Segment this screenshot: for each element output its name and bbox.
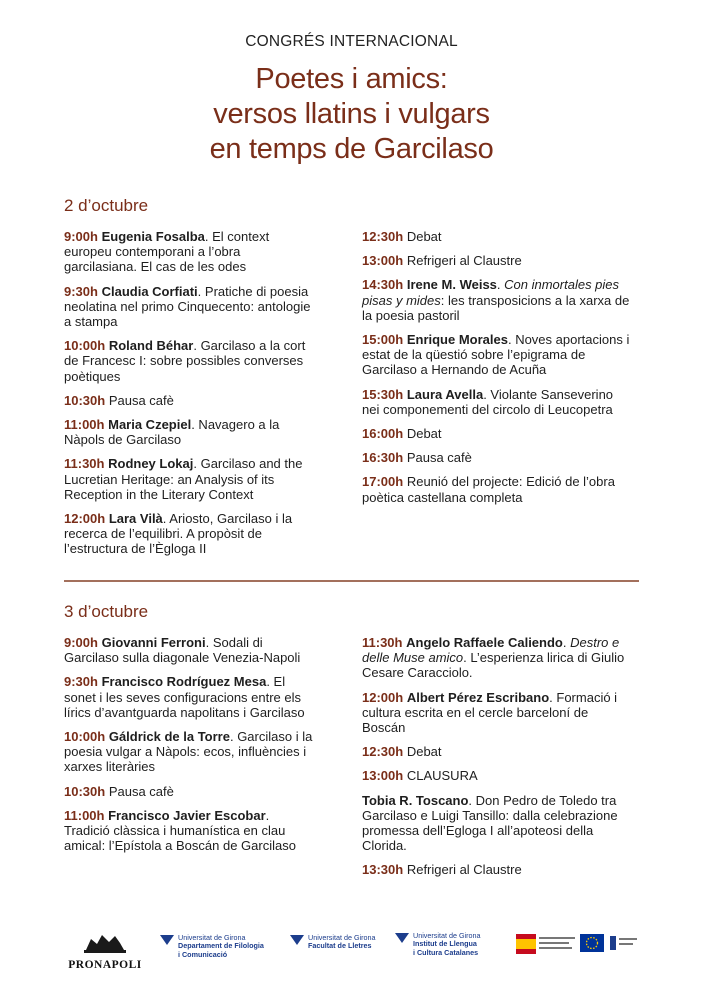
entry-separator: . (496, 277, 505, 293)
speaker-name: Gáldrick de la Torre (108, 729, 230, 745)
ug1-line-3: i Comunicació (178, 949, 228, 959)
entry-time: 11:00h (64, 417, 105, 433)
entry-time: 14:30h (362, 277, 404, 293)
schedule-entry (362, 277, 632, 323)
ug-ilcc-logo (395, 932, 481, 957)
schedule-entry (64, 635, 316, 665)
entry-time: 12:00h (362, 689, 404, 705)
entry-time: 16:00h (362, 426, 404, 442)
ug-emblem-icon (160, 935, 174, 945)
entry-time: 9:30h (64, 674, 98, 690)
speaker-name: Francisco Rodríguez Mesa (101, 674, 267, 690)
speaker-name: Enrique Morales (406, 332, 508, 348)
entry-time: 16:30h (362, 450, 404, 466)
entry-time: 10:00h (64, 338, 106, 354)
entry-time: 12:00h (64, 511, 106, 527)
schedule-entry (362, 768, 632, 783)
speaker-name: Lara Vilà (108, 511, 163, 527)
entry-time: 9:00h (64, 229, 98, 244)
ug3-line-3: i Cultura Catalanes (413, 947, 479, 957)
entry-text: . Noves aportacions i estat de la qüestió sobre l’epigrama de Garcilaso a Hernando de Acuña (362, 332, 630, 378)
speaker-name: Angelo Raffaele Caliendo (406, 635, 563, 650)
schedule-entry (64, 229, 316, 275)
entry-text: Debat (406, 744, 442, 760)
title-line-2: versos llatins i vulgars (213, 98, 490, 130)
speaker-name: Tobia R. Toscano (362, 792, 469, 808)
entry-text: . Don Pedro de Toledo tra Garcilaso e Luigi Tansillo: dalla celebrazione promessa dell’Egloga I all’apoteosi della Clorida. (362, 792, 618, 854)
day-heading-2: 3 d’octubre (64, 602, 149, 621)
pronapoli-logo (64, 930, 146, 971)
speaker-name: Roland Béhar (108, 338, 194, 354)
schedule-entry (362, 450, 632, 465)
schedule-entry (362, 253, 632, 268)
schedule-entry (362, 793, 632, 854)
pronapoli-emblem-icon (82, 930, 128, 954)
day-heading-1: 2 d’octubre (64, 196, 149, 215)
ug1-line-2: Departament de Filologia (178, 941, 264, 951)
congress-label: CONGRÉS INTERNACIONAL (245, 33, 458, 50)
entry-time: 9:30h (64, 283, 98, 299)
schedule-entry (362, 635, 632, 681)
schedule-entry (64, 338, 316, 384)
schedule-entry (362, 744, 632, 759)
event-title (0, 62, 703, 167)
entry-time: 15:00h (362, 332, 404, 348)
entry-time: 11:00h (64, 807, 105, 823)
entry-time: 12:30h (362, 229, 404, 244)
entry-text: . Garcilaso and the Lucretian Heritage: an Analysis of its Reception in the Literary Context (64, 456, 303, 502)
entry-time: 11:30h (64, 456, 105, 472)
entry-time: 17:00h (362, 474, 404, 490)
entry-text: . Ariosto, Garcilaso i la recerca de l’equilibri. A propòsit de l’estructura de l’Ègloga II (64, 511, 293, 557)
speaker-name: Eugenia Fosalba (101, 229, 205, 244)
entry-time: 15:30h (362, 386, 404, 402)
schedule-entry (362, 387, 632, 417)
entry-text: Debat (406, 426, 442, 442)
speaker-name: Francisco Javier Escobar (108, 807, 266, 823)
entry-text: . El sonet i les seves configuracions entre els lírics d’avantguarda napolitans i Garcilaso (64, 674, 305, 720)
entry-text: Reunió del projecte: Edició de l’obra poètica castellana completa (362, 474, 615, 505)
day1-left-column (64, 229, 316, 566)
entry-time: 12:30h (362, 744, 404, 760)
entry-text: Debat (406, 229, 442, 244)
entry-text: . Garcilaso a la cort de Francesc I: sobre possibles converses poètiques (64, 338, 306, 384)
schedule-entry (362, 426, 632, 441)
ministry-eu-logos-icon (516, 932, 638, 956)
entry-text: Pausa cafè (406, 450, 472, 466)
schedule-entry (362, 229, 632, 244)
entry-text: Pausa cafè (108, 783, 174, 799)
entry-text: . Sodali di Garcilaso sulla diagonale Venezia-Napoli (64, 635, 301, 666)
entry-text: . L’esperienza lirica di Giulio Cesare Caracciolo. (362, 650, 625, 681)
ug1-line-1: Universitat de Girona (178, 933, 246, 942)
entry-text: . Garcilaso i la poesia vulgar a Nàpols: ecos, influències i xarxes literàries (64, 729, 313, 775)
entry-text: Refrigeri al Claustre (406, 253, 522, 269)
schedule-entry (362, 862, 632, 877)
talk-title-italic: Con inmortales pies pisas y mides (362, 277, 620, 308)
entry-text: . Formació i cultura escrita en el cercle barceloní de Boscán (362, 689, 618, 736)
entry-time: 10:30h (64, 392, 106, 408)
entry-time: 10:00h (64, 729, 106, 745)
entry-time: 13:00h (362, 768, 404, 784)
day2-right-column (362, 635, 632, 887)
entry-text: Refrigeri al Claustre (406, 862, 522, 878)
entry-text: . Navagero a la Nàpols de Garcilaso (64, 417, 280, 448)
entry-time: 13:30h (362, 862, 404, 878)
schedule-entry (362, 332, 632, 378)
sponsor-logos (0, 928, 703, 973)
schedule-entry (64, 784, 316, 799)
schedule-entry (64, 417, 316, 447)
schedule-entry (64, 393, 316, 408)
speaker-name: Giovanni Ferroni (101, 635, 206, 650)
entry-text: . Tradició clàssica i humanística en clau amical: l’Epístola a Boscán de Garcilaso (64, 807, 296, 854)
speaker-name: Claudia Corfiati (101, 283, 198, 299)
entry-text: Pausa cafè (108, 392, 174, 408)
speaker-name: Laura Avella (406, 386, 484, 402)
entry-time: 9:00h (64, 635, 98, 650)
speaker-name: Albert Pérez Escribano (406, 689, 550, 705)
ug-filologia-logo (160, 934, 264, 959)
section-divider (64, 580, 639, 582)
entry-text: . Pratiche di poesia neolatina nel primo Cinquecento: antologie a stampa (64, 283, 311, 330)
ug3-line-1: Universitat de Girona (413, 931, 481, 940)
entry-text: . Violante Sanseverino nei componementi del circolo di Leucopetra (362, 386, 614, 417)
ug-lletres-logo (290, 934, 376, 951)
schedule-entry (64, 729, 316, 775)
schedule-entry (64, 511, 316, 557)
entry-time: 13:00h (362, 253, 404, 269)
schedule-entry (362, 690, 632, 736)
speaker-name: Maria Czepiel (108, 417, 192, 433)
entry-time: 10:30h (64, 783, 106, 799)
pronapoli-wordmark: PRONAPOLI (68, 959, 142, 971)
schedule-entry (64, 284, 316, 330)
ug2-line-2: Facultat de Lletres (308, 941, 372, 951)
entry-text: . El context europeu contemporani a l’obra garcilasiana. El cas de les odes (64, 229, 270, 275)
entry-text: CLAUSURA (406, 768, 478, 784)
speaker-name: Rodney Lokaj (108, 456, 194, 472)
entry-separator: . (562, 635, 571, 650)
ug2-line-1: Universitat de Girona (308, 933, 376, 942)
entry-time: 11:30h (362, 635, 403, 650)
schedule-entry (362, 474, 632, 504)
day1-right-column (362, 229, 632, 514)
ug-emblem-icon (395, 933, 409, 943)
entry-text: : les transposicions a la xarxa de la poesia pastoril (362, 292, 630, 323)
speaker-name: Irene M. Weiss (406, 277, 497, 293)
schedule-entry (64, 456, 316, 502)
government-logos (516, 932, 638, 961)
day2-left-column (64, 635, 316, 862)
talk-title-italic: Destro e delle Muse amico (362, 635, 620, 666)
title-line-1: Poetes i amics: (255, 63, 448, 95)
ug-emblem-icon (290, 935, 304, 945)
schedule-entry (64, 674, 316, 720)
title-line-3: en temps de Garcilaso (209, 133, 494, 165)
ug3-line-2: Institut de Llengua (413, 939, 477, 949)
schedule-entry (64, 808, 316, 854)
